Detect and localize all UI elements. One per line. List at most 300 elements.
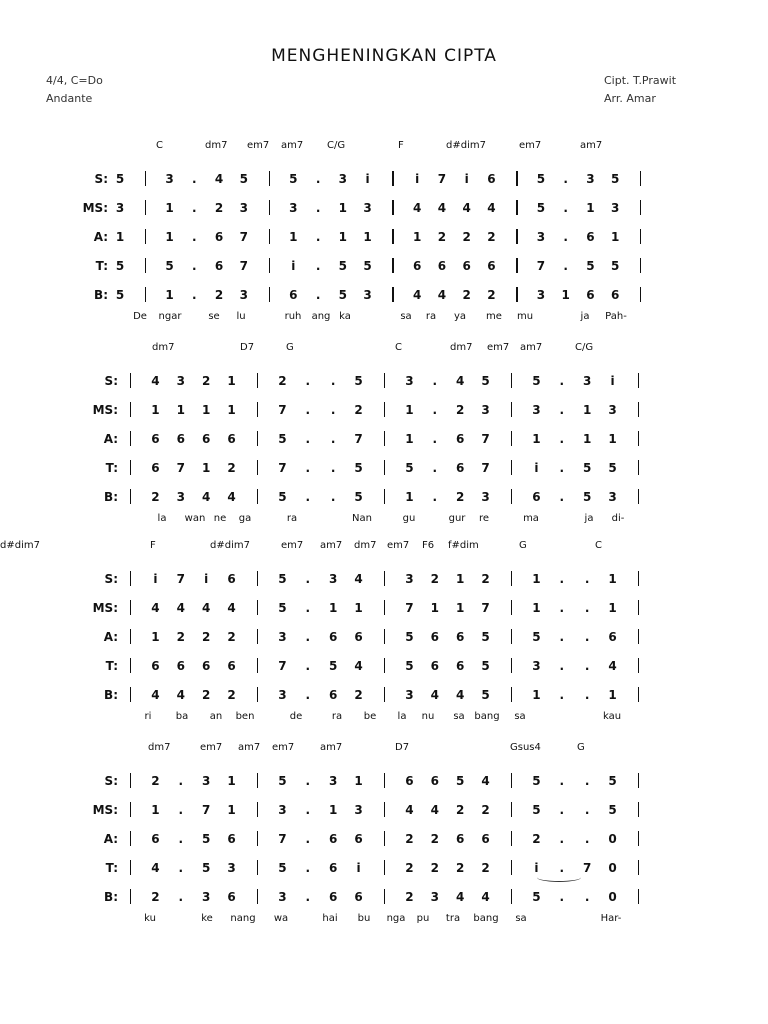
note: 2 — [462, 230, 471, 244]
chord-symbol: C — [395, 342, 402, 353]
lyric-syllable: ja — [580, 311, 590, 322]
note: 1 — [151, 803, 160, 817]
note: 2 — [481, 803, 490, 817]
note: 3 — [536, 288, 546, 302]
lyric-syllable: nga — [386, 913, 406, 924]
note: 3 — [115, 201, 125, 215]
chord-symbol: dm7 — [148, 742, 171, 753]
lyric-syllable: ben — [235, 711, 255, 722]
note: 4 — [608, 659, 617, 673]
note: 4 — [430, 688, 439, 702]
note: 5 — [611, 259, 620, 273]
note: 2 — [430, 572, 439, 586]
chord-symbol: am7 — [320, 540, 343, 551]
note: 0 — [608, 890, 617, 904]
note: 5 — [338, 288, 348, 302]
chord-symbol: Gsus4 — [510, 742, 541, 753]
note: 5 — [583, 461, 592, 475]
note: . — [305, 374, 311, 388]
barline — [511, 658, 512, 673]
note: . — [563, 259, 568, 273]
note: 5 — [202, 832, 211, 846]
note: 2 — [227, 461, 236, 475]
note: 1 — [202, 461, 211, 475]
lyric-syllable: sa — [515, 913, 527, 924]
note: . — [584, 630, 590, 644]
note: . — [559, 572, 565, 586]
note: 6 — [214, 230, 224, 244]
barline — [638, 373, 639, 388]
barline — [516, 171, 517, 186]
note: 4 — [176, 688, 185, 702]
note: 3 — [405, 688, 414, 702]
chord-symbol: am7 — [580, 140, 603, 151]
note: 5 — [481, 374, 490, 388]
note: 6 — [329, 832, 338, 846]
note: 6 — [289, 288, 298, 302]
barline — [640, 258, 641, 273]
note: 1 — [532, 688, 541, 702]
barline — [269, 258, 270, 273]
note: 6 — [202, 432, 211, 446]
note: 1 — [583, 403, 592, 417]
note: . — [330, 403, 336, 417]
barline — [257, 889, 258, 904]
note: . — [315, 259, 321, 273]
note: 6 — [430, 630, 439, 644]
tie-slur — [537, 873, 581, 882]
note: 1 — [202, 403, 211, 417]
chord-symbol: F6 — [422, 540, 435, 551]
note: 1 — [608, 572, 617, 586]
chord-symbol: em7 — [387, 540, 410, 551]
barline — [130, 889, 131, 904]
note: 4 — [151, 861, 160, 875]
voice-label: A: — [103, 832, 118, 846]
lyric-syllable: sa — [400, 311, 412, 322]
note: 1 — [412, 230, 422, 244]
barline — [516, 200, 517, 215]
chord-symbol: D7 — [395, 742, 410, 753]
note: 4 — [227, 490, 236, 504]
note: 3 — [176, 374, 185, 388]
note: 1 — [456, 572, 465, 586]
barline — [638, 658, 639, 673]
note: . — [559, 403, 565, 417]
lyric-syllable: wa — [273, 913, 289, 924]
note: 1 — [329, 601, 338, 615]
note: . — [305, 832, 311, 846]
chord-symbol: C/G — [327, 140, 346, 151]
barline — [257, 831, 258, 846]
barline — [257, 460, 258, 475]
note: 6 — [456, 659, 465, 673]
note: 5 — [481, 659, 490, 673]
note: 6 — [329, 861, 338, 875]
lyric-syllable: ang — [311, 311, 331, 322]
barline — [511, 860, 512, 875]
note: 7 — [176, 461, 185, 475]
note: . — [432, 432, 438, 446]
note: 4 — [354, 572, 363, 586]
lyric-syllable: ja — [584, 513, 594, 524]
note: 5 — [532, 803, 541, 817]
barline — [511, 889, 512, 904]
note: 5 — [586, 259, 595, 273]
barline — [257, 402, 258, 417]
note: 3 — [239, 201, 248, 215]
note: 2 — [487, 230, 496, 244]
note: 3 — [363, 201, 372, 215]
note: 4 — [354, 659, 363, 673]
barline — [145, 200, 146, 215]
note: 2 — [405, 861, 414, 875]
note: . — [178, 803, 184, 817]
voice-label: T: — [105, 461, 118, 475]
note: 5 — [338, 259, 348, 273]
note: 1 — [227, 374, 236, 388]
note: 1 — [532, 601, 541, 615]
note: 1 — [583, 432, 592, 446]
barline — [384, 373, 385, 388]
note: 5 — [289, 172, 298, 186]
barline — [130, 831, 131, 846]
note: 7 — [583, 861, 592, 875]
note: 3 — [176, 490, 185, 504]
note: . — [563, 172, 568, 186]
barline — [269, 287, 270, 302]
chord-symbol: C — [156, 140, 163, 151]
note: 3 — [202, 774, 211, 788]
note: 5 — [278, 774, 287, 788]
barline — [638, 889, 639, 904]
note: 1 — [532, 432, 541, 446]
note: 5 — [405, 461, 414, 475]
note: 5 — [532, 630, 541, 644]
note: 5 — [611, 172, 620, 186]
lyric-syllable: la — [157, 513, 167, 524]
chord-symbol: em7 — [200, 742, 223, 753]
barline — [638, 831, 639, 846]
lyric-syllable: Har- — [600, 913, 622, 924]
note: 6 — [227, 890, 236, 904]
lyric-syllable: ruh — [284, 311, 302, 322]
note: 2 — [487, 288, 496, 302]
note: 3 — [289, 201, 298, 215]
note: 1 — [151, 403, 160, 417]
note: 3 — [481, 490, 490, 504]
note: 6 — [227, 832, 236, 846]
barline — [392, 171, 393, 186]
note: 5 — [608, 774, 617, 788]
chord-symbol: F — [398, 140, 404, 151]
lyric-syllable: mu — [516, 311, 534, 322]
note: 5 — [532, 774, 541, 788]
note: 6 — [456, 432, 465, 446]
song-title: MENGHENINGKAN CIPTA — [271, 46, 497, 66]
lyric-syllable: Nan — [352, 513, 372, 524]
note: 5 — [354, 461, 363, 475]
note: . — [559, 832, 565, 846]
lyric-syllable: bang — [473, 913, 499, 924]
voice-label: MS: — [92, 601, 118, 615]
chord-symbol: G — [577, 742, 585, 753]
barline — [640, 229, 641, 244]
barline — [257, 373, 258, 388]
note: 1 — [338, 201, 348, 215]
note: 4 — [214, 172, 224, 186]
note: 1 — [329, 803, 338, 817]
voice-label: A: — [103, 432, 118, 446]
note: 5 — [278, 601, 287, 615]
note: . — [315, 201, 321, 215]
note: . — [305, 601, 311, 615]
barline — [511, 600, 512, 615]
barline — [257, 802, 258, 817]
note: 3 — [278, 803, 287, 817]
voice-label: T: — [95, 259, 108, 273]
voice-label: MS: — [92, 403, 118, 417]
note: 2 — [462, 288, 471, 302]
note: 2 — [278, 374, 287, 388]
barline — [392, 287, 393, 302]
barline — [257, 489, 258, 504]
note: 6 — [151, 832, 160, 846]
lyric-syllable: ke — [201, 913, 213, 924]
barline — [638, 687, 639, 702]
note: 2 — [202, 688, 211, 702]
barline — [511, 831, 512, 846]
barline — [384, 402, 385, 417]
note: 1 — [611, 230, 620, 244]
note: 2 — [481, 572, 490, 586]
barline — [511, 687, 512, 702]
note: . — [192, 288, 197, 302]
note: 2 — [430, 832, 439, 846]
note: 1 — [363, 230, 372, 244]
lyric-syllable: be — [363, 711, 377, 722]
lyric-syllable: de — [289, 711, 303, 722]
note: 1 — [456, 601, 465, 615]
note: 5 — [239, 172, 248, 186]
note: 6 — [586, 288, 595, 302]
lyric-syllable: kau — [602, 711, 622, 722]
note: 1 — [227, 403, 236, 417]
note: 2 — [456, 803, 465, 817]
barline — [384, 831, 385, 846]
barline — [145, 258, 146, 273]
note: 5 — [278, 432, 287, 446]
barline — [384, 460, 385, 475]
chord-symbol: d#dim7 — [446, 140, 486, 151]
lyric-syllable: ne — [213, 513, 227, 524]
note: 3 — [405, 374, 414, 388]
note: 2 — [437, 230, 447, 244]
barline — [640, 287, 641, 302]
note: 7 — [278, 832, 287, 846]
lyric-syllable: ri — [144, 711, 152, 722]
note: 1 — [561, 288, 570, 302]
barline — [384, 860, 385, 875]
note: 6 — [354, 890, 363, 904]
note: 5 — [405, 659, 414, 673]
note: 2 — [151, 490, 160, 504]
note: 5 — [278, 861, 287, 875]
note: i — [610, 374, 615, 388]
note: 5 — [165, 259, 174, 273]
lyric-syllable: tra — [445, 913, 461, 924]
barline — [145, 287, 146, 302]
note: 1 — [405, 403, 414, 417]
note: i — [356, 861, 361, 875]
note: . — [305, 688, 311, 702]
note: 5 — [354, 490, 363, 504]
note: 7 — [481, 461, 490, 475]
barline — [130, 600, 131, 615]
note: 6 — [456, 832, 465, 846]
barline — [384, 600, 385, 615]
barline — [516, 229, 517, 244]
note: 4 — [456, 688, 465, 702]
note: i — [291, 259, 296, 273]
barline — [384, 889, 385, 904]
note: . — [192, 259, 197, 273]
note: 5 — [329, 659, 338, 673]
note: . — [192, 201, 197, 215]
note: 6 — [176, 659, 185, 673]
lyric-syllable: wan — [184, 513, 206, 524]
barline — [511, 802, 512, 817]
note: . — [178, 774, 184, 788]
barline — [511, 460, 512, 475]
note: 5 — [363, 259, 372, 273]
note: . — [584, 803, 590, 817]
note: 4 — [430, 803, 439, 817]
note: 4 — [481, 890, 490, 904]
barline — [269, 229, 270, 244]
note: 4 — [151, 688, 160, 702]
note: 5 — [202, 861, 211, 875]
note: 5 — [608, 803, 617, 817]
barline — [638, 402, 639, 417]
lyric-syllable: pu — [416, 913, 430, 924]
note: . — [305, 861, 311, 875]
note: . — [432, 490, 438, 504]
note: . — [559, 659, 565, 673]
note: 5 — [354, 374, 363, 388]
chord-symbol: f#dim — [448, 540, 479, 551]
note: 6 — [456, 630, 465, 644]
chord-symbol: F — [150, 540, 156, 551]
barline — [145, 171, 146, 186]
note: . — [315, 288, 321, 302]
lyric-syllable: gu — [402, 513, 416, 524]
note: . — [330, 374, 336, 388]
tempo-marking: Andante — [46, 92, 93, 105]
note: 3 — [430, 890, 439, 904]
note: 6 — [176, 432, 185, 446]
voice-label: B: — [104, 688, 118, 702]
note: 3 — [363, 288, 372, 302]
note: 6 — [202, 659, 211, 673]
note: 2 — [202, 374, 211, 388]
note: 1 — [354, 774, 363, 788]
barline — [638, 431, 639, 446]
note: 5 — [115, 172, 125, 186]
note: 3 — [532, 659, 541, 673]
note: 4 — [456, 890, 465, 904]
voice-label: S: — [94, 172, 108, 186]
barline — [638, 489, 639, 504]
voice-label: MS: — [82, 201, 108, 215]
arranger-credit: Arr. Amar — [604, 92, 656, 105]
note: . — [192, 230, 197, 244]
note: i — [534, 861, 539, 875]
barline — [392, 229, 393, 244]
note: . — [330, 432, 336, 446]
lyric-syllable: la — [397, 711, 407, 722]
barline — [130, 687, 131, 702]
barline — [257, 658, 258, 673]
note: 4 — [176, 601, 185, 615]
note: 2 — [405, 890, 414, 904]
note: 6 — [608, 630, 617, 644]
note: 7 — [278, 403, 287, 417]
note: . — [330, 490, 336, 504]
note: . — [315, 172, 321, 186]
barline — [130, 860, 131, 875]
note: 1 — [176, 403, 185, 417]
barline — [384, 773, 385, 788]
chord-symbol: am7 — [520, 342, 543, 353]
barline — [516, 287, 517, 302]
note: . — [305, 659, 311, 673]
note: . — [584, 774, 590, 788]
note: 1 — [165, 201, 174, 215]
note: . — [559, 688, 565, 702]
note: 1 — [586, 201, 595, 215]
note: 5 — [532, 374, 541, 388]
barline — [130, 802, 131, 817]
note: 1 — [227, 803, 236, 817]
barline — [384, 489, 385, 504]
lyric-syllable: re — [478, 513, 490, 524]
chord-symbol: C/G — [575, 342, 594, 353]
note: 1 — [115, 230, 125, 244]
note: 7 — [239, 259, 248, 273]
note: 4 — [412, 288, 422, 302]
note: 2 — [227, 630, 236, 644]
chord-symbol: d#dim7 — [210, 540, 250, 551]
chord-symbol: em7 — [519, 140, 542, 151]
barline — [145, 229, 146, 244]
note: 3 — [354, 803, 363, 817]
note: . — [305, 572, 311, 586]
barline — [130, 431, 131, 446]
note: 1 — [608, 601, 617, 615]
note: 5 — [481, 630, 490, 644]
barline — [130, 402, 131, 417]
voice-label: MS: — [92, 803, 118, 817]
note: 5 — [608, 461, 617, 475]
note: 4 — [151, 374, 160, 388]
note: 5 — [278, 572, 287, 586]
barline — [384, 687, 385, 702]
note: 3 — [329, 572, 338, 586]
note: 7 — [239, 230, 248, 244]
barline — [384, 571, 385, 586]
barline — [638, 460, 639, 475]
